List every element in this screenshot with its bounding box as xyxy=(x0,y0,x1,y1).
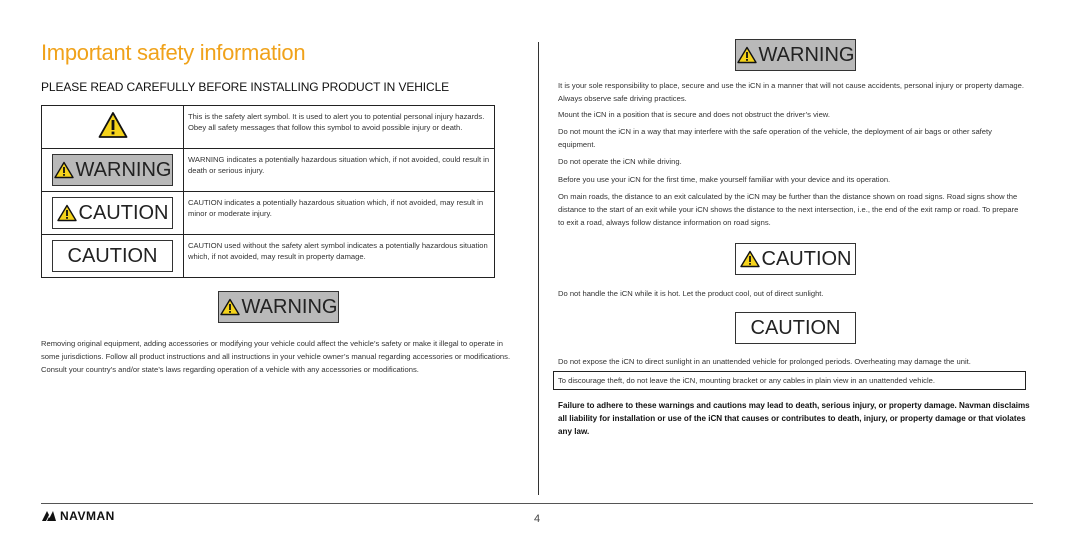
warning-paragraph: Do not operate the iCN while driving. xyxy=(558,157,682,166)
table-row xyxy=(42,106,495,149)
caution-label-text: CAUTION xyxy=(67,244,158,267)
table-row xyxy=(42,235,495,278)
safety-symbols-table xyxy=(41,105,495,278)
table-row xyxy=(42,192,495,235)
warning-triangle-icon xyxy=(737,46,757,64)
symbol-cell xyxy=(42,149,184,192)
page-subtitle: PLEASE READ CAREFULLY BEFORE INSTALLING PRODUCT IN VEHICLE xyxy=(41,80,450,94)
symbol-description: CAUTION used without the safety alert symbol indicates a potentially hazardous situation which, if not avoided, may result in property damage. xyxy=(184,235,495,278)
brand-name: NAVMAN xyxy=(60,509,115,523)
table-row xyxy=(42,149,495,192)
warning-label-text: WARNING xyxy=(758,43,855,66)
warning-paragraph: Before you use your iCN for the first time, make yourself familiar with your device and its operation. xyxy=(558,175,891,184)
caution-label-no-symbol xyxy=(735,312,856,344)
symbol-cell xyxy=(42,192,184,235)
caution-label-text: CAUTION xyxy=(761,247,852,270)
caution-paragraph: Do not expose the iCN to direct sunlight in an unattended vehicle for prolonged periods. Overheating may damage the unit. xyxy=(558,357,971,366)
warning-label-text: WARNING xyxy=(241,295,338,318)
warning-label xyxy=(735,39,856,71)
caution-triangle-icon xyxy=(57,204,77,222)
modification-warning-text: Removing original equipment, adding accessories or modifying your vehicle could affect the vehicle’s safety or make it illegal to operate in some jurisdictions. Follow all product instructions and all instructions in your vehicle owner’s manual regarding accessories or modifications. Consult your country’s and/or state’s laws regarding operation of a vehicle with any accessories or modifications. xyxy=(41,339,511,374)
warning-paragraph: Do not mount the iCN in a way that may interfere with the safe operation of the vehicle, the deployment of air bags or other safety equipment. xyxy=(558,127,992,149)
symbol-description: WARNING indicates a potentially hazardous situation which, if not avoided, could result in death or serious injury. xyxy=(184,149,495,192)
theft-notice-box: To discourage theft, do not leave the iCN, mounting bracket or any cables in plain view in an unattended vehicle. xyxy=(553,371,1026,390)
warning-triangle-icon xyxy=(220,298,240,316)
symbol-cell xyxy=(42,235,184,278)
warning-paragraph: It is your sole responsibility to place, secure and use the iCN in a manner that will not cause accidents, personal injury or property damage. Always observe safe driving practices. xyxy=(558,81,1024,103)
caution-label-text: CAUTION xyxy=(78,201,169,224)
warning-label xyxy=(52,154,173,186)
navman-logo-icon xyxy=(41,510,57,522)
symbol-cell xyxy=(42,106,184,149)
warning-triangle-icon xyxy=(54,161,74,179)
page-title: Important safety information xyxy=(41,40,306,65)
caution-label xyxy=(52,197,173,229)
warning-label-text: WARNING xyxy=(75,158,172,181)
page-number: 4 xyxy=(534,513,541,525)
caution-triangle-icon xyxy=(740,250,760,268)
caution-label-text: CAUTION xyxy=(750,316,841,339)
caution-paragraph: Do not handle the iCN while it is hot. Let the product cool, out of direct sunlight. xyxy=(558,289,824,298)
footer-divider xyxy=(41,503,1033,504)
warning-paragraph: On main roads, the distance to an exit calculated by the iCN may be further than the distance shown on road signs. Road signs show the distance to the start of an exit while your iCN shows the distance to the next intersection, i.e., the end of the exit ramp or road. To prepare to exit a road, always follow distance information on road signs. xyxy=(558,192,1019,227)
navman-logo xyxy=(41,509,115,523)
warning-paragraph: Mount the iCN in a position that is secure and does not obstruct the driver’s view. xyxy=(558,110,830,119)
safety-alert-icon xyxy=(98,111,128,139)
symbol-description: This is the safety alert symbol. It is used to alert you to potential personal injury hazards. Obey all safety messages that follow this symbol to avoid possible injury or death. xyxy=(184,106,495,149)
warning-label xyxy=(218,291,339,323)
liability-disclaimer: Failure to adhere to these warnings and cautions may lead to death, serious injury, or property damage. Navman disclaims all liability for installation or use of the iCN that causes or contributes to death, injury, or property damage or that violates any law. xyxy=(558,401,1030,436)
caution-label-no-symbol xyxy=(52,240,173,272)
symbol-description: CAUTION indicates a potentially hazardous situation which, if not avoided, may result in minor or moderate injury. xyxy=(184,192,495,235)
column-divider xyxy=(538,42,539,495)
caution-label xyxy=(735,243,856,275)
